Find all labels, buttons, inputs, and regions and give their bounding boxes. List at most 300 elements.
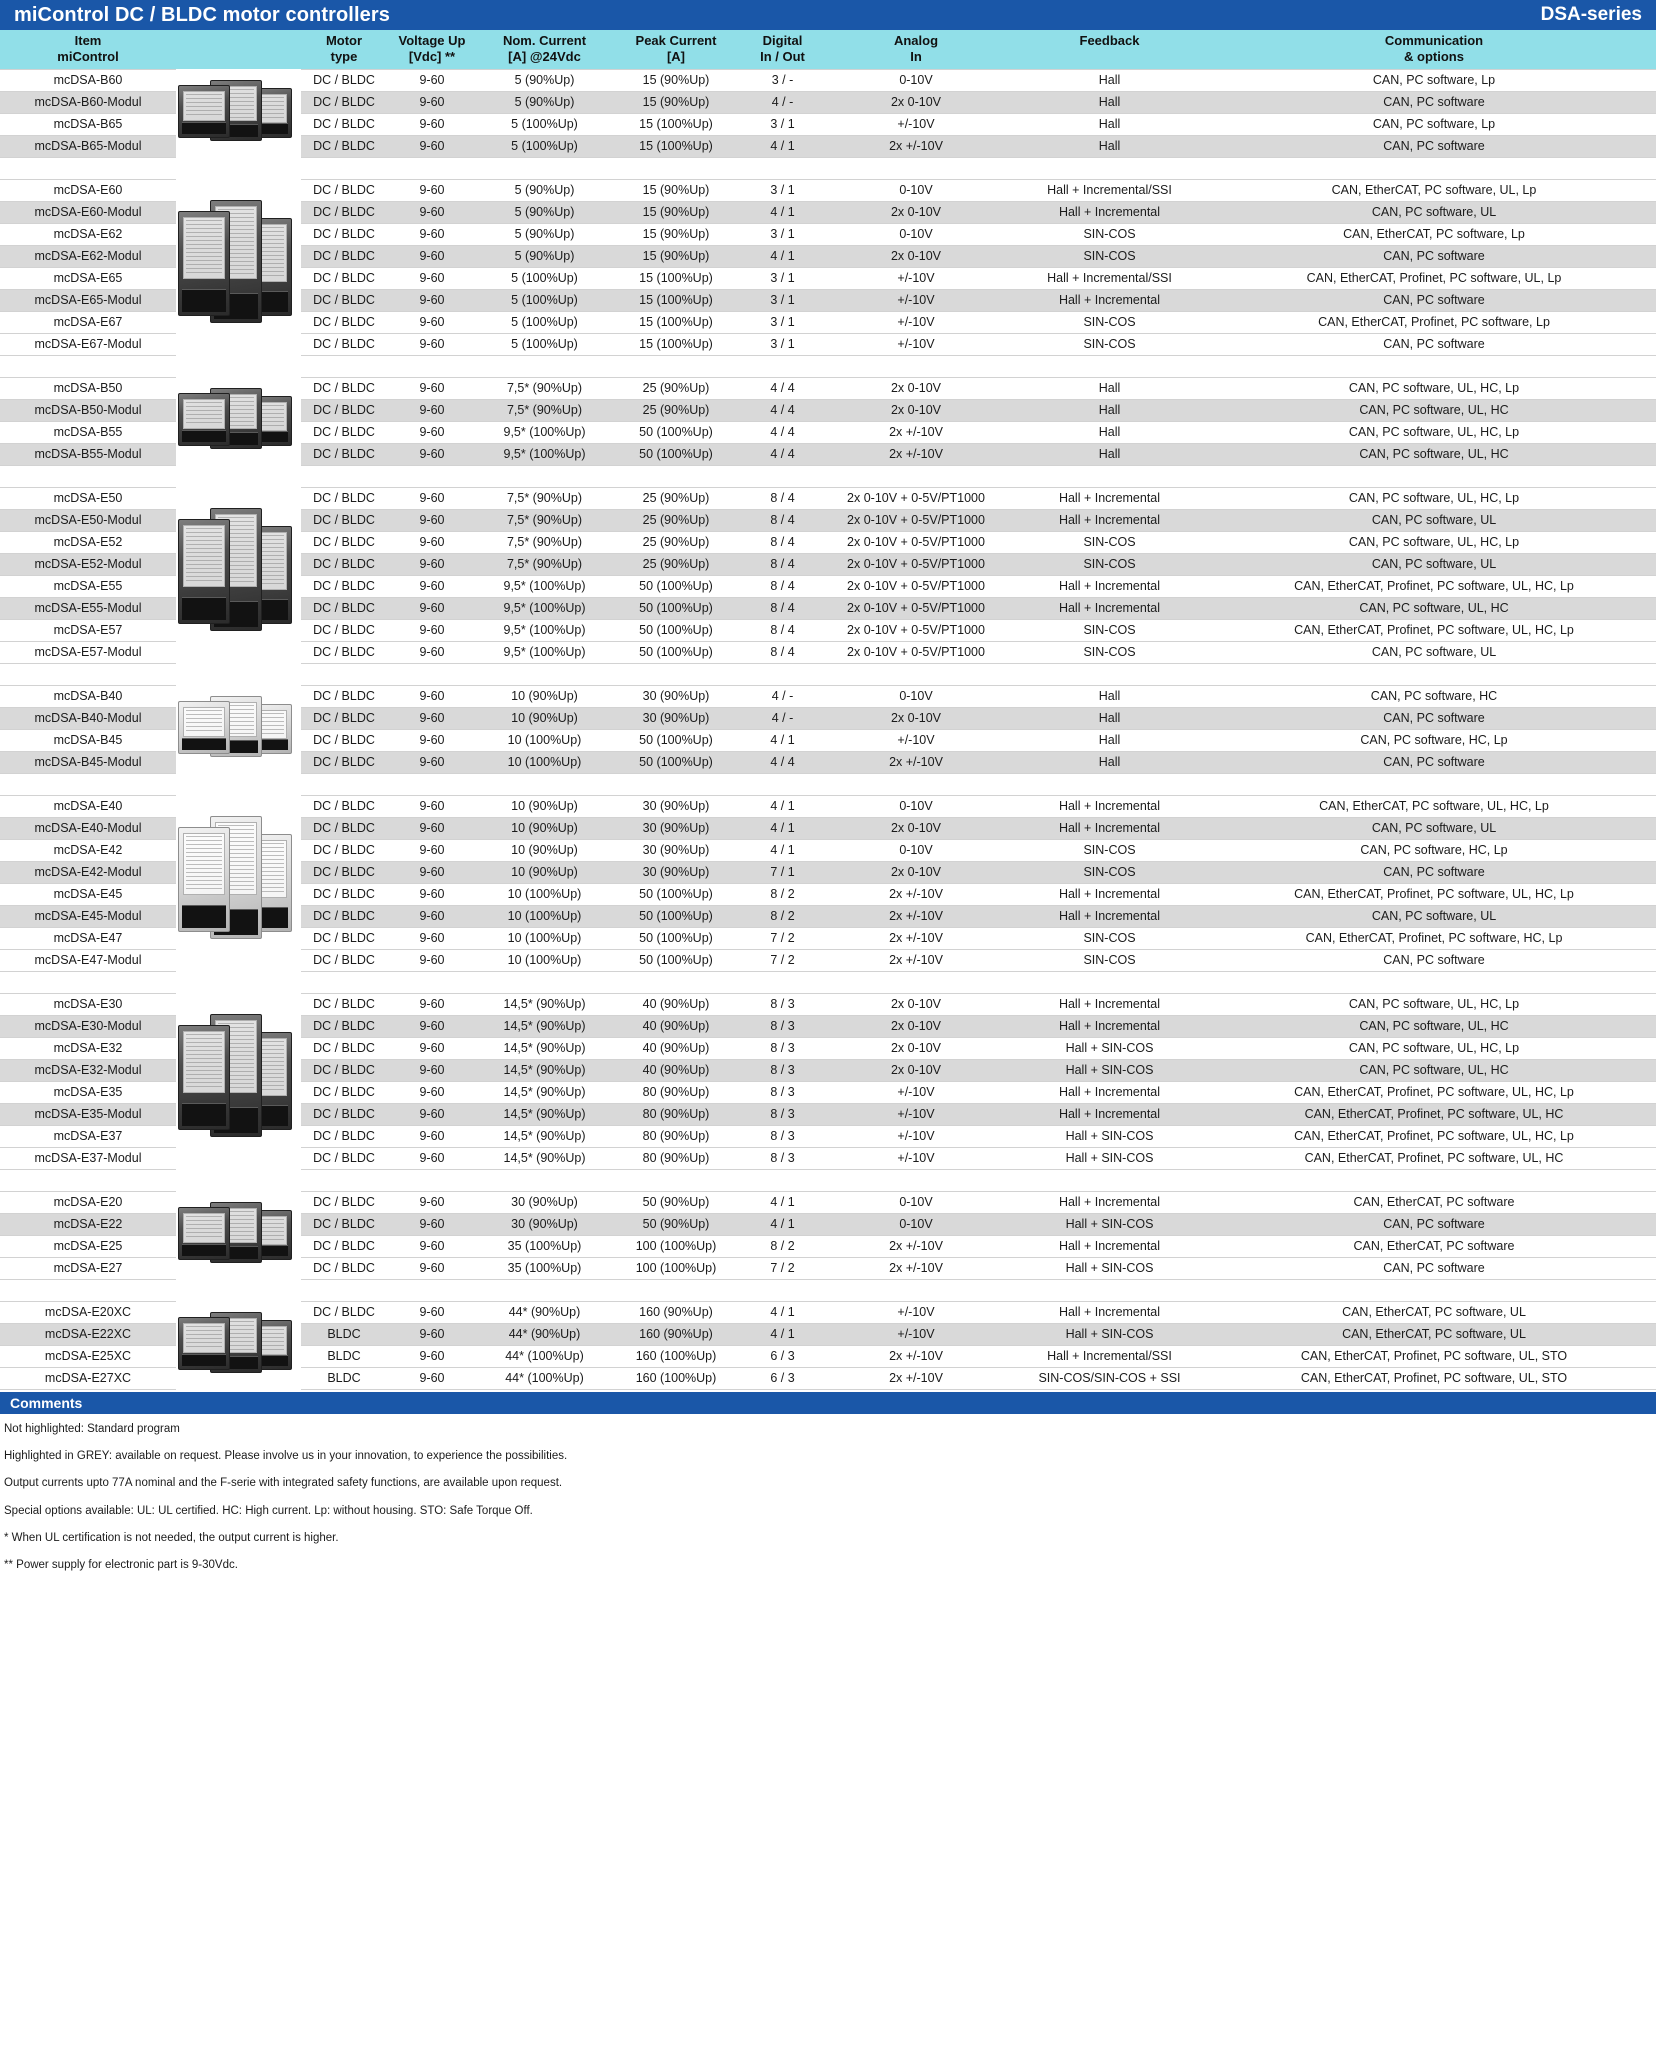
cell-analog: 0-10V [825, 685, 1007, 707]
cell-nominal: 9,5* (100%Up) [477, 443, 612, 465]
cell-voltage: 9-60 [387, 113, 477, 135]
cell-feedback: Hall + SIN-COS [1007, 1147, 1212, 1169]
cell-motor: DC / BLDC [301, 729, 387, 751]
cell-voltage: 9-60 [387, 993, 477, 1015]
product-photo-body [178, 701, 230, 754]
cell-motor: DC / BLDC [301, 487, 387, 509]
cell-analog: 2x 0-10V + 0-5V/PT1000 [825, 553, 1007, 575]
cell-nominal: 10 (90%Up) [477, 795, 612, 817]
cell-motor: DC / BLDC [301, 993, 387, 1015]
cell-motor: DC / BLDC [301, 861, 387, 883]
controller-b50-photo [176, 377, 296, 465]
cell-motor: DC / BLDC [301, 421, 387, 443]
cell-motor: DC / BLDC [301, 795, 387, 817]
cell-analog: 2x +/-10V [825, 1345, 1007, 1367]
cell-voltage: 9-60 [387, 399, 477, 421]
cell-nominal: 5 (90%Up) [477, 245, 612, 267]
product-image-cell [176, 1191, 301, 1279]
cell-digital: 3 / 1 [740, 223, 825, 245]
cell-comm: CAN, PC software, UL, HC, Lp [1212, 531, 1656, 553]
cell-digital: 8 / 4 [740, 509, 825, 531]
cell-feedback: SIN-COS [1007, 927, 1212, 949]
cell-voltage: 9-60 [387, 531, 477, 553]
cell-voltage: 9-60 [387, 795, 477, 817]
item-name: mcDSA-E20 [0, 1191, 176, 1213]
product-image-cell [176, 795, 301, 971]
cell-motor: DC / BLDC [301, 597, 387, 619]
item-name: mcDSA-E37-Modul [0, 1147, 176, 1169]
cell-analog: 2x +/-10V [825, 443, 1007, 465]
cell-peak: 50 (100%Up) [612, 597, 740, 619]
cell-comm: CAN, PC software, UL, HC [1212, 1059, 1656, 1081]
cell-nominal: 10 (100%Up) [477, 729, 612, 751]
cell-peak: 25 (90%Up) [612, 553, 740, 575]
cell-nominal: 10 (90%Up) [477, 707, 612, 729]
cell-comm: CAN, EtherCAT, Profinet, PC software, UL, HC [1212, 1103, 1656, 1125]
cell-peak: 50 (100%Up) [612, 729, 740, 751]
product-photo-body [178, 1025, 230, 1131]
cell-peak: 50 (100%Up) [612, 949, 740, 971]
cell-motor: DC / BLDC [301, 531, 387, 553]
cell-analog: 2x +/-10V [825, 1235, 1007, 1257]
table-row [0, 179, 1656, 201]
cell-comm: CAN, EtherCAT, PC software, UL, Lp [1212, 179, 1656, 201]
cell-motor: DC / BLDC [301, 333, 387, 355]
cell-comm: CAN, PC software, UL [1212, 201, 1656, 223]
cell-comm: CAN, EtherCAT, Profinet, PC software, UL, HC [1212, 1147, 1656, 1169]
cell-voltage: 9-60 [387, 179, 477, 201]
cell-digital: 3 / 1 [740, 333, 825, 355]
item-name: mcDSA-E52 [0, 531, 176, 553]
cell-comm: CAN, PC software [1212, 1257, 1656, 1279]
cell-nominal: 7,5* (90%Up) [477, 487, 612, 509]
cell-peak: 25 (90%Up) [612, 509, 740, 531]
cell-feedback: Hall + Incremental [1007, 1301, 1212, 1323]
cell-analog: +/-10V [825, 113, 1007, 135]
product-photo-label [183, 91, 225, 121]
cell-nominal: 44* (100%Up) [477, 1345, 612, 1367]
cell-comm: CAN, PC software, UL, HC, Lp [1212, 421, 1656, 443]
cell-peak: 50 (90%Up) [612, 1191, 740, 1213]
table-row [0, 487, 1656, 509]
item-name: mcDSA-B65-Modul [0, 135, 176, 157]
cell-comm: CAN, PC software, UL, HC, Lp [1212, 993, 1656, 1015]
cell-motor: DC / BLDC [301, 509, 387, 531]
cell-peak: 100 (100%Up) [612, 1257, 740, 1279]
cell-peak: 15 (100%Up) [612, 113, 740, 135]
cell-nominal: 5 (100%Up) [477, 333, 612, 355]
cell-nominal: 5 (90%Up) [477, 201, 612, 223]
item-name: mcDSA-E57 [0, 619, 176, 641]
cell-analog: 2x 0-10V [825, 817, 1007, 839]
cell-analog: 0-10V [825, 223, 1007, 245]
cell-motor: DC / BLDC [301, 883, 387, 905]
product-photo-connector [182, 289, 226, 312]
cell-feedback: Hall [1007, 113, 1212, 135]
cell-voltage: 9-60 [387, 619, 477, 641]
column-header-line2: [Vdc] ** [408, 49, 456, 65]
cell-voltage: 9-60 [387, 839, 477, 861]
cell-digital: 8 / 3 [740, 993, 825, 1015]
column-header-line2: type [330, 49, 358, 65]
cell-motor: DC / BLDC [301, 575, 387, 597]
item-name: mcDSA-B40 [0, 685, 176, 707]
cell-nominal: 14,5* (90%Up) [477, 993, 612, 1015]
cell-digital: 8 / 4 [740, 575, 825, 597]
product-photo-label [183, 1323, 225, 1353]
cell-feedback: Hall [1007, 443, 1212, 465]
column-header-line1: Item [74, 33, 102, 48]
cell-digital: 8 / 3 [740, 1081, 825, 1103]
cell-digital: 8 / 2 [740, 1235, 825, 1257]
cell-comm: CAN, PC software, UL, HC [1212, 443, 1656, 465]
item-name: mcDSA-E52-Modul [0, 553, 176, 575]
cell-analog: 0-10V [825, 1191, 1007, 1213]
cell-feedback: Hall + Incremental [1007, 509, 1212, 531]
page-title: miControl DC / BLDC motor controllers [14, 3, 390, 26]
cell-comm: CAN, PC software, UL, HC, Lp [1212, 1037, 1656, 1059]
cell-digital: 8 / 2 [740, 905, 825, 927]
product-photo-connector [182, 122, 226, 133]
controller-e40-photo [176, 795, 296, 971]
cell-motor: DC / BLDC [301, 817, 387, 839]
column-header-6 [740, 30, 825, 69]
cell-motor: DC / BLDC [301, 289, 387, 311]
product-photo-connector [182, 1354, 226, 1365]
cell-voltage: 9-60 [387, 707, 477, 729]
item-name: mcDSA-E30-Modul [0, 1015, 176, 1037]
cell-motor: DC / BLDC [301, 311, 387, 333]
cell-analog: 2x 0-10V + 0-5V/PT1000 [825, 597, 1007, 619]
group-spacer-cell [0, 663, 1656, 685]
cell-peak: 25 (90%Up) [612, 377, 740, 399]
cell-voltage: 9-60 [387, 1301, 477, 1323]
cell-voltage: 9-60 [387, 289, 477, 311]
cell-peak: 50 (100%Up) [612, 575, 740, 597]
cell-digital: 8 / 3 [740, 1147, 825, 1169]
product-image-cell [176, 685, 301, 773]
cell-digital: 4 / 1 [740, 1301, 825, 1323]
cell-voltage: 9-60 [387, 553, 477, 575]
cell-feedback: Hall + SIN-COS [1007, 1257, 1212, 1279]
cell-feedback: Hall + Incremental [1007, 487, 1212, 509]
cell-nominal: 5 (100%Up) [477, 113, 612, 135]
cell-digital: 4 / 1 [740, 729, 825, 751]
column-header-1 [176, 30, 301, 69]
cell-nominal: 7,5* (90%Up) [477, 399, 612, 421]
cell-peak: 15 (100%Up) [612, 311, 740, 333]
item-name: mcDSA-E62 [0, 223, 176, 245]
item-name: mcDSA-B65 [0, 113, 176, 135]
cell-comm: CAN, PC software [1212, 707, 1656, 729]
cell-feedback: Hall + SIN-COS [1007, 1125, 1212, 1147]
cell-digital: 4 / 1 [740, 201, 825, 223]
cell-analog: 2x +/-10V [825, 421, 1007, 443]
item-name: mcDSA-E35 [0, 1081, 176, 1103]
product-photo-connector [182, 430, 226, 441]
item-name: mcDSA-B55 [0, 421, 176, 443]
cell-feedback: Hall [1007, 751, 1212, 773]
cell-feedback: Hall + Incremental [1007, 1235, 1212, 1257]
cell-digital: 3 / 1 [740, 289, 825, 311]
cell-analog: 2x 0-10V [825, 993, 1007, 1015]
cell-digital: 4 / 4 [740, 443, 825, 465]
product-photo-label [183, 707, 225, 737]
cell-nominal: 14,5* (90%Up) [477, 1015, 612, 1037]
cell-comm: CAN, EtherCAT, Profinet, PC software, UL, HC, Lp [1212, 1125, 1656, 1147]
cell-comm: CAN, PC software [1212, 861, 1656, 883]
cell-peak: 30 (90%Up) [612, 707, 740, 729]
cell-voltage: 9-60 [387, 949, 477, 971]
cell-feedback: Hall + Incremental [1007, 201, 1212, 223]
cell-voltage: 9-60 [387, 751, 477, 773]
cell-feedback: Hall [1007, 685, 1212, 707]
cell-analog: 0-10V [825, 1213, 1007, 1235]
cell-nominal: 5 (100%Up) [477, 135, 612, 157]
column-header-line1: Feedback [1079, 33, 1140, 48]
cell-comm: CAN, PC software, UL, HC, Lp [1212, 487, 1656, 509]
cell-feedback: SIN-COS [1007, 641, 1212, 663]
product-image-cell [176, 377, 301, 465]
cell-nominal: 7,5* (90%Up) [477, 553, 612, 575]
cell-motor: BLDC [301, 1345, 387, 1367]
cell-motor: BLDC [301, 1367, 387, 1389]
table-row [0, 377, 1656, 399]
cell-voltage: 9-60 [387, 1345, 477, 1367]
cell-peak: 50 (100%Up) [612, 927, 740, 949]
cell-feedback: SIN-COS [1007, 245, 1212, 267]
column-header-4 [477, 30, 612, 69]
cell-feedback: SIN-COS [1007, 223, 1212, 245]
cell-nominal: 14,5* (90%Up) [477, 1125, 612, 1147]
cell-comm: CAN, EtherCAT, Profinet, PC software, UL, HC, Lp [1212, 619, 1656, 641]
product-image-cell [176, 487, 301, 663]
cell-peak: 40 (90%Up) [612, 993, 740, 1015]
controller-e20xc-photo [176, 1301, 296, 1389]
cell-feedback: Hall [1007, 91, 1212, 113]
cell-comm: CAN, PC software, HC [1212, 685, 1656, 707]
cell-motor: DC / BLDC [301, 641, 387, 663]
cell-voltage: 9-60 [387, 729, 477, 751]
cell-digital: 4 / 4 [740, 751, 825, 773]
cell-digital: 4 / - [740, 91, 825, 113]
cell-nominal: 9,5* (100%Up) [477, 575, 612, 597]
cell-analog: 2x 0-10V [825, 707, 1007, 729]
column-header-line2: In / Out [760, 49, 805, 65]
cell-analog: +/-10V [825, 311, 1007, 333]
cell-voltage: 9-60 [387, 1367, 477, 1389]
cell-peak: 80 (90%Up) [612, 1081, 740, 1103]
cell-voltage: 9-60 [387, 443, 477, 465]
cell-digital: 4 / 1 [740, 817, 825, 839]
cell-comm: CAN, PC software [1212, 751, 1656, 773]
table-row [0, 993, 1656, 1015]
item-name: mcDSA-E47 [0, 927, 176, 949]
item-name: mcDSA-E27XC [0, 1367, 176, 1389]
controller-b60-photo [176, 69, 296, 157]
cell-feedback: SIN-COS [1007, 861, 1212, 883]
cell-analog: 2x 0-10V + 0-5V/PT1000 [825, 619, 1007, 641]
item-name: mcDSA-E35-Modul [0, 1103, 176, 1125]
cell-peak: 15 (90%Up) [612, 223, 740, 245]
cell-nominal: 10 (100%Up) [477, 883, 612, 905]
item-name: mcDSA-E67 [0, 311, 176, 333]
table-row [0, 685, 1656, 707]
cell-voltage: 9-60 [387, 245, 477, 267]
cell-analog: 2x 0-10V + 0-5V/PT1000 [825, 575, 1007, 597]
cell-motor: DC / BLDC [301, 113, 387, 135]
cell-peak: 50 (100%Up) [612, 443, 740, 465]
column-header-line1: Voltage Up [398, 33, 466, 48]
group-spacer-cell [0, 971, 1656, 993]
cell-nominal: 10 (90%Up) [477, 817, 612, 839]
cell-voltage: 9-60 [387, 509, 477, 531]
cell-analog: 2x 0-10V [825, 91, 1007, 113]
cell-feedback: Hall [1007, 729, 1212, 751]
cell-motor: DC / BLDC [301, 377, 387, 399]
cell-feedback: Hall [1007, 69, 1212, 91]
cell-feedback: Hall [1007, 399, 1212, 421]
cell-analog: 2x +/-10V [825, 949, 1007, 971]
cell-motor: DC / BLDC [301, 1235, 387, 1257]
cell-feedback: Hall + Incremental/SSI [1007, 179, 1212, 201]
cell-feedback: Hall + Incremental [1007, 1015, 1212, 1037]
cell-analog: +/-10V [825, 333, 1007, 355]
cell-feedback: Hall + Incremental [1007, 289, 1212, 311]
cell-motor: DC / BLDC [301, 839, 387, 861]
table-row [0, 69, 1656, 91]
group-spacer-cell [0, 157, 1656, 179]
cell-digital: 8 / 4 [740, 619, 825, 641]
cell-nominal: 14,5* (90%Up) [477, 1147, 612, 1169]
cell-nominal: 5 (100%Up) [477, 311, 612, 333]
page-header [0, 0, 1656, 30]
cell-nominal: 7,5* (90%Up) [477, 509, 612, 531]
cell-motor: DC / BLDC [301, 1257, 387, 1279]
cell-peak: 160 (90%Up) [612, 1301, 740, 1323]
cell-motor: DC / BLDC [301, 619, 387, 641]
product-image-cell [176, 179, 301, 355]
cell-analog: 2x +/-10V [825, 751, 1007, 773]
cell-digital: 6 / 3 [740, 1345, 825, 1367]
cell-digital: 4 / 4 [740, 399, 825, 421]
controller-e30-photo [176, 993, 296, 1169]
cell-analog: 2x +/-10V [825, 1367, 1007, 1389]
product-photo-body [178, 519, 230, 625]
cell-feedback: Hall + Incremental [1007, 1081, 1212, 1103]
cell-comm: CAN, EtherCAT, Profinet, PC software, Lp [1212, 311, 1656, 333]
item-name: mcDSA-E25XC [0, 1345, 176, 1367]
cell-comm: CAN, EtherCAT, Profinet, PC software, HC, Lp [1212, 927, 1656, 949]
cell-nominal: 7,5* (90%Up) [477, 377, 612, 399]
controller-e50-photo [176, 487, 296, 663]
cell-nominal: 30 (90%Up) [477, 1213, 612, 1235]
column-header-line2: & options [1404, 49, 1464, 65]
product-photo-label [183, 833, 225, 895]
controller-b40-photo [176, 685, 296, 773]
cell-comm: CAN, EtherCAT, Profinet, PC software, UL, HC, Lp [1212, 883, 1656, 905]
cell-analog: 2x 0-10V + 0-5V/PT1000 [825, 487, 1007, 509]
table-body [0, 69, 1656, 1389]
cell-feedback: Hall + Incremental [1007, 1103, 1212, 1125]
cell-peak: 100 (100%Up) [612, 1235, 740, 1257]
cell-peak: 50 (100%Up) [612, 641, 740, 663]
item-name: mcDSA-E60-Modul [0, 201, 176, 223]
cell-voltage: 9-60 [387, 597, 477, 619]
cell-comm: CAN, PC software, HC, Lp [1212, 839, 1656, 861]
cell-peak: 15 (90%Up) [612, 201, 740, 223]
cell-comm: CAN, EtherCAT, Profinet, PC software, UL, STO [1212, 1345, 1656, 1367]
cell-analog: +/-10V [825, 1147, 1007, 1169]
cell-digital: 4 / 1 [740, 135, 825, 157]
cell-nominal: 44* (100%Up) [477, 1367, 612, 1389]
item-name: mcDSA-E45 [0, 883, 176, 905]
product-photo-body [178, 1207, 230, 1260]
item-name: mcDSA-E57-Modul [0, 641, 176, 663]
cell-voltage: 9-60 [387, 1191, 477, 1213]
cell-analog: 2x 0-10V [825, 201, 1007, 223]
cell-voltage: 9-60 [387, 223, 477, 245]
item-name: mcDSA-E22 [0, 1213, 176, 1235]
cell-motor: DC / BLDC [301, 201, 387, 223]
cell-comm: CAN, PC software, UL [1212, 553, 1656, 575]
cell-peak: 25 (90%Up) [612, 531, 740, 553]
item-name: mcDSA-E25 [0, 1235, 176, 1257]
item-name: mcDSA-E55 [0, 575, 176, 597]
column-header-line1: Nom. Current [502, 33, 587, 48]
cell-digital: 4 / 1 [740, 839, 825, 861]
cell-analog: +/-10V [825, 1081, 1007, 1103]
cell-comm: CAN, PC software, UL [1212, 905, 1656, 927]
group-spacer-cell [0, 773, 1656, 795]
cell-nominal: 35 (100%Up) [477, 1257, 612, 1279]
cell-analog: 2x 0-10V [825, 245, 1007, 267]
cell-comm: CAN, PC software, UL, HC [1212, 597, 1656, 619]
cell-comm: CAN, PC software, UL [1212, 641, 1656, 663]
cell-peak: 15 (90%Up) [612, 245, 740, 267]
cell-motor: DC / BLDC [301, 1301, 387, 1323]
product-photo-connector [182, 597, 226, 620]
item-name: mcDSA-E30 [0, 993, 176, 1015]
cell-analog: +/-10V [825, 1323, 1007, 1345]
cell-peak: 25 (90%Up) [612, 487, 740, 509]
cell-peak: 80 (90%Up) [612, 1103, 740, 1125]
cell-nominal: 14,5* (90%Up) [477, 1081, 612, 1103]
cell-voltage: 9-60 [387, 641, 477, 663]
cell-digital: 3 / 1 [740, 267, 825, 289]
cell-comm: CAN, EtherCAT, Profinet, PC software, UL, Lp [1212, 267, 1656, 289]
group-spacer [0, 773, 1656, 795]
comments-heading: Comments [0, 1392, 1656, 1414]
cell-feedback: Hall + Incremental [1007, 883, 1212, 905]
cell-comm: CAN, PC software, UL, HC [1212, 1015, 1656, 1037]
cell-nominal: 7,5* (90%Up) [477, 531, 612, 553]
item-name: mcDSA-E62-Modul [0, 245, 176, 267]
cell-nominal: 14,5* (90%Up) [477, 1103, 612, 1125]
cell-voltage: 9-60 [387, 135, 477, 157]
cell-feedback: SIN-COS [1007, 333, 1212, 355]
cell-comm: CAN, PC software, Lp [1212, 113, 1656, 135]
product-image-cell [176, 69, 301, 157]
cell-feedback: Hall + Incremental [1007, 905, 1212, 927]
cell-comm: CAN, PC software [1212, 135, 1656, 157]
cell-feedback: Hall + Incremental/SSI [1007, 1345, 1212, 1367]
cell-peak: 15 (100%Up) [612, 267, 740, 289]
table-header [0, 30, 1656, 69]
cell-analog: 2x 0-10V + 0-5V/PT1000 [825, 509, 1007, 531]
cell-comm: CAN, EtherCAT, PC software, Lp [1212, 223, 1656, 245]
cell-motor: DC / BLDC [301, 1081, 387, 1103]
